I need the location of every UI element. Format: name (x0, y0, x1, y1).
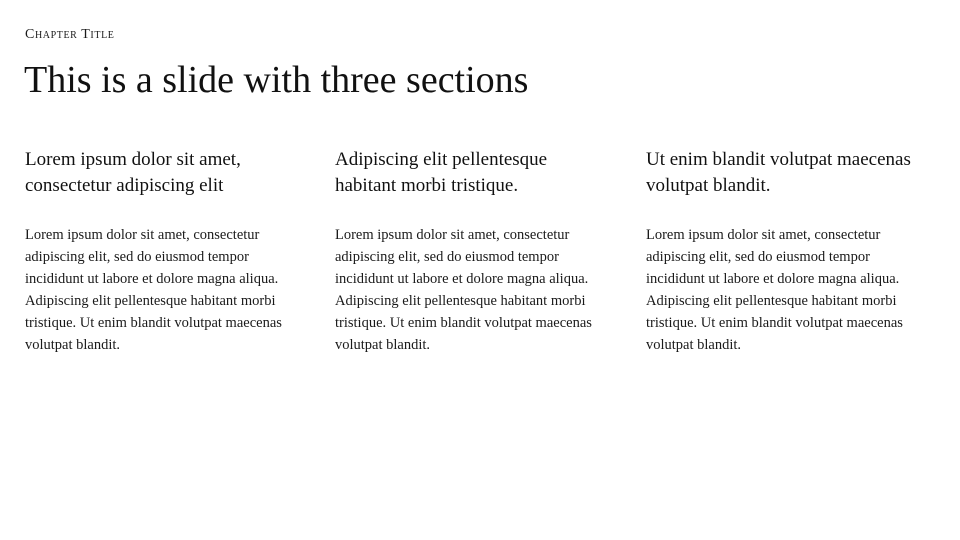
section-body: Lorem ipsum dolor sit amet, consectetur adipiscing elit, sed do eiusmod tempor incididunt ut labore et dolore magna aliqua. Adipiscing elit pellentesque habitant morbi tristique. Ut enim blandit volutpat maecenas volutpat blandit. (335, 227, 592, 353)
section-3 (646, 147, 921, 356)
section-body: Lorem ipsum dolor sit amet, consectetur adipiscing elit, sed do eiusmod tempor incididunt ut labore et dolore magna aliqua. Adipiscing elit pellentesque habitant morbi tristique. Ut enim blandit volutpat maecenas volutpat blandit. (25, 227, 282, 353)
section-1 (25, 147, 300, 356)
chapter-title: Chapter Title (25, 27, 115, 42)
section-body: Lorem ipsum dolor sit amet, consectetur adipiscing elit, sed do eiusmod tempor incididunt ut labore et dolore magna aliqua. Adipiscing elit pellentesque habitant morbi tristique. Ut enim blandit volutpat maecenas volutpat blandit. (646, 227, 903, 353)
section-2 (335, 147, 610, 356)
section-heading: Ut enim blandit volutpat maecenas volutpat blandit. (646, 149, 911, 196)
slide-title: This is a slide with three sections (24, 59, 529, 101)
section-heading: Adipiscing elit pellentesque habitant morbi tristique. (335, 149, 548, 196)
section-heading: Lorem ipsum dolor sit amet, consectetur adipiscing elit (25, 149, 241, 196)
